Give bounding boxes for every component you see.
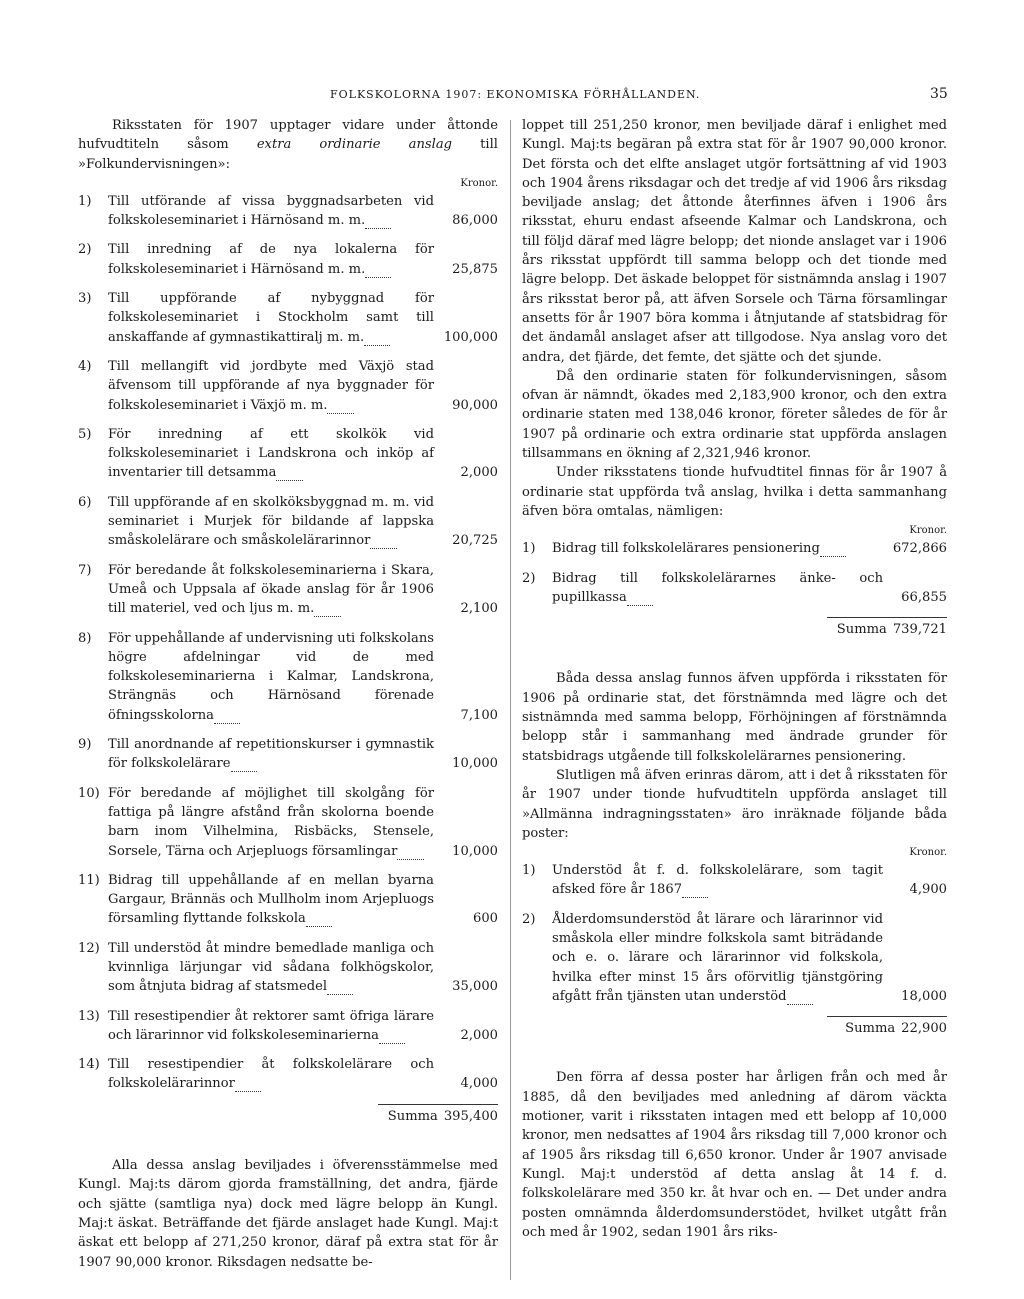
- item-amount: 2,100: [460, 601, 498, 617]
- leader-dots: [314, 601, 340, 617]
- paragraph-tenth-title: Under riksstatens tionde hufvudtitel finnas för år 1907 å ordinarie stat uppförda två anslag, hvilka i detta sammanhang äfven böra omtalas, nämligen:: [522, 465, 947, 519]
- item-amount: 10,000: [452, 756, 498, 772]
- item-number: 1): [78, 193, 92, 209]
- item-number: 1): [522, 541, 536, 557]
- item-amount: 10,000: [452, 843, 498, 859]
- item-text: Till mellangift vid jordbyte med Växjö stad äfvensom till uppförande af nya byggnader för folkskoleseminariet i Växjö m. m.: [108, 358, 434, 413]
- item-amount: 35,000: [452, 979, 498, 995]
- leader-dots: [682, 882, 708, 898]
- sum-rule: [378, 1104, 498, 1105]
- paragraph-former-post: Den förra af dessa poster har årligen från och med år 1885, då den beviljades med anledning af därom väckta motioner, varit i riksstaten intagen med ett belopp af 10,000 kronor, men nedsattes af 1904 års riksdag till 7,000 kronor och af 1905 års riksdag till 6,650 kronor. Under år 1907 anvisade Kungl. Maj:t understöd af detta anslag åt 14 f. d. folkskolelärare med 350 kr. åt hvar och en. — Det under andra posten omnämnda ålderdomsunderstödet, hvilket utgått från och med år 1902, sedan 1901 års riks-: [522, 1070, 947, 1240]
- item-number: 5): [78, 426, 92, 442]
- leader-dots: [820, 541, 846, 557]
- list-item: [78, 939, 498, 997]
- item-amount: 7,100: [460, 707, 498, 723]
- item-text: För beredande af möjlighet till skolgång för fattiga på längre afstånd från skolorna boende barn inom Vilhelmina, Risbäcks, Stensele, Sorsele, Tärna och Arjepluogs församlingar: [108, 785, 434, 859]
- list-item: [522, 569, 947, 608]
- item-number: 2): [522, 570, 536, 586]
- leader-dots: [231, 756, 257, 772]
- summa-label: Summa: [845, 1021, 896, 1037]
- item-text: Till inredning af de nya lokalerna för folkskoleseminariet i Härnösand m. m.: [108, 242, 434, 277]
- left-column: [78, 116, 498, 1272]
- summa-row: [522, 1019, 947, 1038]
- item-amount: 66,855: [901, 589, 947, 605]
- list-item: [522, 539, 947, 558]
- item-text: Till uppförande af nybyggnad för folkskoleseminariet i Stockholm samt till anskaffande af gymnastikattiralj m. m.: [108, 291, 434, 345]
- item-text: För inredning af ett skolkök vid folkskoleseminariet i Landskrona och inköp af inventarier till detsamma: [108, 426, 434, 481]
- continuation-paragraph: loppet till 251,250 kronor, men beviljade däraf i enlighet med Kungl. Maj:ts begäran på extra stat för år 1907 90,000 kronor. Det första och det elfte anslaget utgör fortsättning af vid 1903 och 1904 årens riksdagar och det tredje af vid 1906 års riksdag beviljade anslag; det åttonde återfinnes äfven i 1906 års riksstat, ehuru endast afseende Kalmar och Landskrona, och till följd däraf med lägre belopp; det nionde anslaget var i 1906 års riksstat uppfördt till samma belopp och det tionde med lägre belopp. Det äskade beloppet för sistnämnda anslag i 1907 års riksstat beror på, att äfven Sorsele och Tärna församlingar ansetts för år 1907 böra komma i åtnjutande af statsbidrag för det ändamål anslaget afser att tillgodose. Nya anslag voro det andra, det fjärde, det femte, det sjätte och det sjunde.: [522, 118, 947, 365]
- leader-dots: [327, 979, 353, 995]
- list-item: [78, 561, 498, 619]
- item-number: 4): [78, 358, 92, 374]
- item-text: För beredande åt folkskoleseminarierna i Skara, Umeå och Uppsala af ökade anslag för år 1906 till materiel, ved och ljus m. m.: [108, 562, 434, 617]
- intro-paragraph: Riksstaten för 1907 upptager vidare under åttonde hufvudtiteln såsom extra ordinarie anslag till »Folkundervisningen»:: [78, 118, 498, 172]
- leader-dots: [365, 213, 391, 229]
- item-number: 2): [78, 242, 92, 258]
- item-amount: 600: [473, 911, 498, 927]
- item-amount: 25,875: [452, 261, 498, 277]
- item-amount: 672,866: [892, 541, 947, 557]
- item-number: 1): [522, 863, 536, 879]
- summa-label: Summa: [387, 1108, 438, 1124]
- item-number: 13): [78, 1008, 100, 1024]
- list-item: [78, 1055, 498, 1094]
- item-text: Understöd åt f. d. folkskolelärare, som tagit afsked före år 1867: [552, 863, 883, 898]
- item-amount: 20,725: [452, 533, 498, 549]
- item-amount: 2,000: [460, 1027, 498, 1043]
- item-text: Till utförande af vissa byggnadsarbeten vid folkskoleseminariet i Härnösand m. m.: [108, 193, 434, 229]
- sum-rule: [827, 617, 947, 618]
- item-text: Till anordnande af repetitionskurser i gymnastik för folkskolelärare: [108, 737, 434, 772]
- leader-dots: [379, 1028, 405, 1044]
- item-text: Bidrag till uppehållande af en mellan byarna Gargaur, Brännäs och Mullholm inom Arjepluogs församling flyttande folkskola: [108, 872, 434, 927]
- item-text: För uppehållande af undervisning uti folkskolans högre afdelningar vid de med folkskoleseminarierna i Kalmar, Landskrona, Strängnäs och Härnösand förenade öfningsskolorna: [108, 630, 434, 723]
- leader-dots: [787, 989, 813, 1005]
- item-text: Bidrag till folkskolelärares pensionering: [552, 541, 820, 557]
- item-number: 10): [78, 785, 100, 801]
- list-item: [78, 1007, 498, 1046]
- summa-value: 395,400: [443, 1108, 498, 1124]
- leader-dots: [327, 398, 353, 414]
- sum-rule: [827, 1016, 947, 1017]
- leader-dots: [365, 262, 391, 278]
- leader-dots: [370, 533, 396, 549]
- list-item: [78, 629, 498, 725]
- summa-value: 739,721: [892, 622, 947, 638]
- item-number: 6): [78, 494, 92, 510]
- paragraph-finally: Slutligen må äfven erinras därom, att i det å riksstaten för år 1907 under tionde hufvudtiteln uppförda anslaget till »Allmänna indragningsstaten» äro inräknade följande båda poster:: [522, 767, 947, 841]
- item-text: Ålderdomsunderstöd åt lärare och lärarinnor vid småskola eller mindre folkskola samt biträdande och e. o. lärare och lärarinnor vid folkskola, hvilka efter minst 15 års oförvitlig tjänstgöring afgått från tjänsten utan understöd: [552, 911, 883, 1004]
- paragraph-both-grants: Båda dessa anslag funnos äfven uppförda i riksstaten för 1906 på ordinarie stat, det förstnämnda med lägre och det sistnämnda med samma belopp, Förhöjningen af förstnämnda belopp står i sammanhang med ändrade grunder för statsbidrags utgående till folkskolelärarnes pensionering.: [522, 671, 947, 764]
- leader-dots: [214, 708, 240, 724]
- list-item: [78, 784, 498, 861]
- leader-dots: [627, 590, 653, 606]
- list-item: [78, 357, 498, 415]
- item-amount: 2,000: [460, 465, 498, 481]
- list-item: [78, 240, 498, 279]
- list-item: [78, 735, 498, 774]
- list-item: [78, 289, 498, 347]
- item-amount: 18,000: [901, 988, 947, 1004]
- pension-list: [522, 539, 947, 607]
- item-number: 2): [522, 911, 536, 927]
- item-amount: 86,000: [452, 213, 498, 229]
- item-amount: 4,900: [909, 882, 947, 898]
- leader-dots: [235, 1076, 261, 1092]
- list-item: [522, 910, 947, 1006]
- leader-dots: [397, 844, 423, 860]
- item-number: 8): [78, 630, 92, 646]
- item-text: Till resestipendier åt rektorer samt öfriga lärare och lärarinnor vid folkskoleseminarierna: [108, 1008, 434, 1043]
- item-number: 11): [78, 872, 100, 888]
- summa-label: Summa: [836, 622, 887, 638]
- page-number: 35: [930, 86, 948, 102]
- unit-label: Kronor.: [909, 525, 947, 537]
- list-item: [78, 425, 498, 483]
- list-item: [78, 871, 498, 929]
- item-amount: 4,000: [460, 1076, 498, 1092]
- leader-dots: [306, 911, 332, 927]
- summa-value: 22,900: [901, 1021, 947, 1037]
- item-text: Till uppförande af en skolköksbyggnad m. m. vid seminariet i Murjek för bildande af lappska småskolelärare och småskolelärarinnor: [108, 494, 434, 549]
- intro-emphasis: extra ordinarie anslag: [256, 137, 453, 153]
- item-number: 9): [78, 737, 92, 753]
- item-text: Bidrag till folkskolelärarnes änke- och pupillkassa: [552, 570, 883, 605]
- summa-row: [522, 620, 947, 639]
- item-amount: 100,000: [443, 329, 498, 345]
- item-number: 12): [78, 940, 100, 956]
- item-number: 3): [78, 291, 92, 307]
- item-text: Till resestipendier åt folkskolelärare och folkskolelärarinnor: [108, 1057, 434, 1092]
- paragraph-state-total: Då den ordinarie staten för folkundervisningen, såsom ofvan är nämndt, ökades med 2,183,900 kronor, och den extra ordinarie staten med 138,046 kronor, företer således de för år 1907 på ordinarie och extra ordinarie stat uppförda anslagen tillsammans en ökning af 2,321,946 kronor.: [522, 368, 947, 462]
- item-number: 14): [78, 1057, 100, 1073]
- running-title: FOLKSKOLORNA 1907: EKONOMISKA FÖRHÅLLANDEN.: [330, 88, 701, 101]
- item-text: Till understöd åt mindre bemedlade manliga och kvinnliga lärjungar vid sådana folkhögskolor, som åtnjuta bidrag af statsmedel: [108, 940, 434, 995]
- right-column: [522, 116, 947, 1242]
- closing-paragraph: Alla dessa anslag beviljades i öfverensstämmelse med Kungl. Maj:ts därom gjorda framställning, det andra, fjärde och sjätte (samtliga nya) dock med lägre belopp än Kungl. Maj:t äskat. Beträffande det fjärde anslaget hade Kungl. Maj:t äskat ett belopp af 271,250 kronor, däraf på extra stat för år 1907 90,000 kronor. Riksdagen nedsatte be-: [78, 1158, 498, 1270]
- column-divider: [510, 120, 511, 1280]
- unit-label: Kronor.: [460, 177, 498, 189]
- item-amount: 90,000: [452, 397, 498, 413]
- unit-label: Kronor.: [909, 847, 947, 859]
- list-item: [78, 493, 498, 551]
- list-item: [522, 861, 947, 900]
- support-list: [522, 861, 947, 1006]
- appropriation-list: [78, 192, 498, 1094]
- leader-dots: [364, 330, 390, 346]
- leader-dots: [276, 465, 302, 481]
- summa-row: [78, 1107, 498, 1126]
- item-number: 7): [78, 562, 92, 578]
- list-item: [78, 192, 498, 231]
